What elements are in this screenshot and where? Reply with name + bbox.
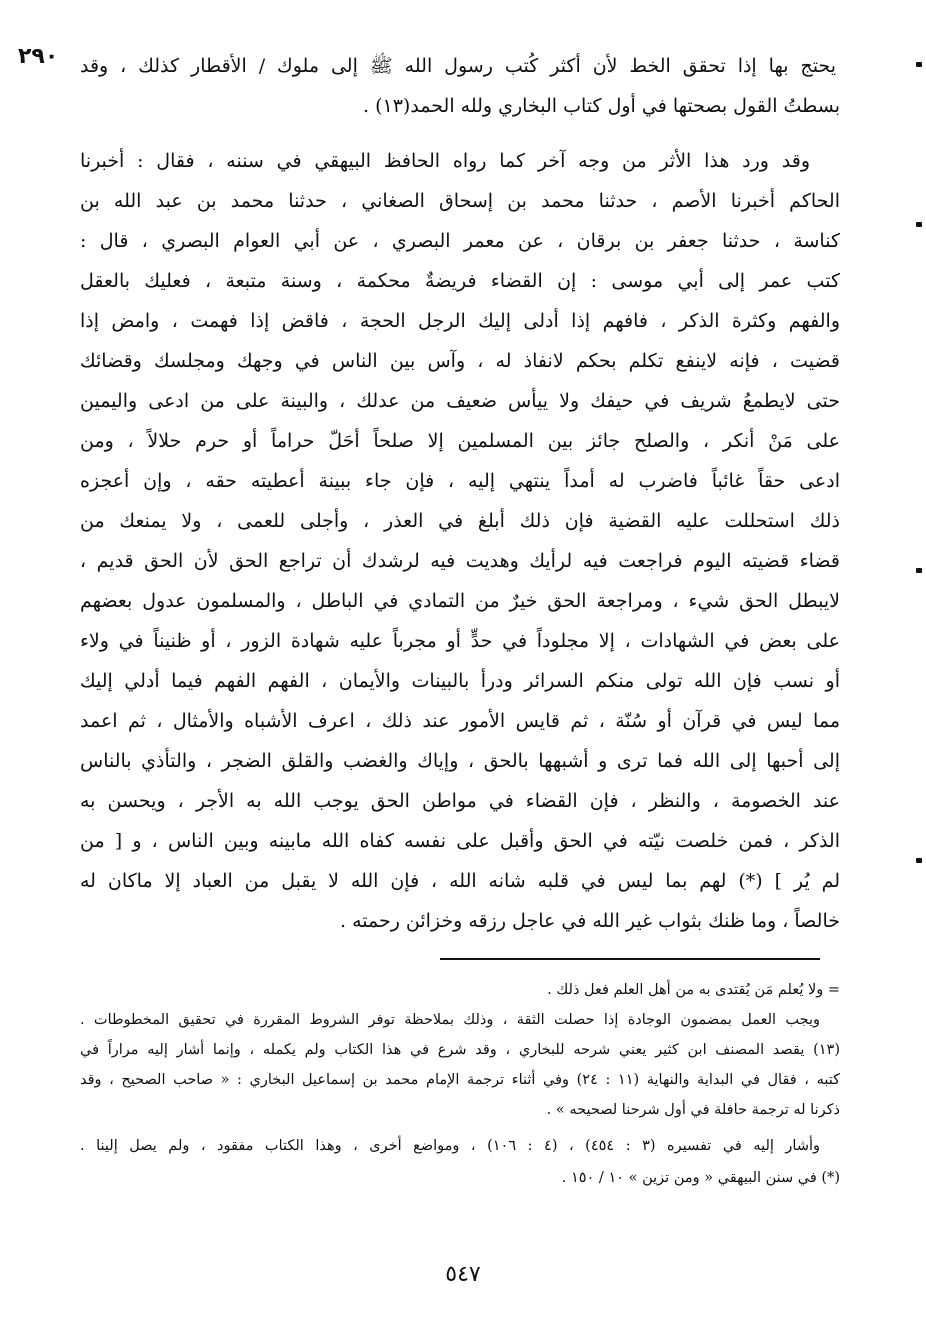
edge-mark — [916, 62, 922, 67]
margin-number: ٢٩٠ — [18, 44, 59, 69]
text-line: إلى أحبها إلى الله فما ترى و أشبهها بالحق ، وإياك والغضب والقلق الضجر ، والتأذي بالناس — [80, 750, 840, 772]
text-line: بسطتُ القول بصحتها في أول كتاب البخاري ولله الحمد(١٣) . — [362, 95, 840, 117]
text-line: والفهم وكثرة الذكر ، فافهم إذا أدلى إليك الرجل الحجة ، فاقض إذا فهمت ، وامض إذا — [80, 310, 840, 332]
footnote-line: كتبه ، فقال في البداية والنهاية (١١ : ٢٤) وفي أثناء ترجمة الإمام محمد بن إسماعيل البخاري : « صاحب الصحيح ، وقد — [80, 1072, 840, 1088]
text-line: ادعى حقاً غائباً فاضرب له أمداً ينتهي إليه ، فإن جاء ببينة أعطيته حقه ، وإن أعجزه — [80, 470, 840, 492]
text-line: الحاكم أخبرنا الأصم ، حدثنا محمد بن إسحاق الصغاني ، حدثنا محمد بن عبد الله بن — [80, 190, 840, 212]
text-line: لم يُر ] (*) لهم بما ليس في قلبه شانه الله ، فإن الله لا يقبل من العباد إلا ماكان له — [80, 870, 840, 892]
footnote-line: ويجب العمل بمضمون الوجادة إذا حصلت الثقة ، وذلك بملاحظة توفر الشروط المقررة في تحقيق المخطوطات . — [80, 1012, 820, 1028]
text-line: لايبطل الحق شيء ، ومراجعة الحق خيرٌ من التمادي في الباطل ، والمسلمون عدول بعضهم — [80, 590, 840, 612]
text-line: مما ليس في قرآن أو سُنّة ، ثم قايس الأمور عند ذلك ، اعرف الأشباه والأمثال ، ثم اعمد — [80, 710, 840, 732]
text-line: ذلك استحللت عليه القضية فإن ذلك أبلغ في العذر ، وأجلى للعمى ، ولا يمنعك من — [80, 510, 840, 532]
text-line: على بعض في الشهادات ، إلا مجلوداً في حدٍّ أو مجرباً عليه شهادة الزور ، أو ظنيناً في ولاء — [80, 630, 840, 652]
text-line: يحتج بها إذا تحقق الخط لأن أكثر كُتب رسول الله ﷺ إلى ملوك / الأقطار كذلك ، وقد — [80, 55, 836, 77]
text-line: خالصاً ، وما ظنك بثواب غير الله في عاجل رزقه وخزائن رحمته . — [339, 910, 840, 932]
footnote-line: (١٣) يقصد المصنف ابن كثير يعني شرحه للبخاري ، وقد شرع في هذا الكتاب ولم يكمله ، وإنما أشار إليه مراراً في — [80, 1042, 840, 1058]
footnote-line: (*) في سنن البيهقي « ومن تزين » ١٠ / ١٥٠ . — [561, 1170, 840, 1186]
text-line: حتى لايطمعُ شريف في حيفك ولا ييأس ضعيف من عدلك ، والبينة على من ادعى واليمين — [80, 390, 840, 412]
edge-mark — [916, 222, 922, 227]
footnote-separator — [440, 958, 820, 960]
paragraph-intro: وقد ورد هذا الأثر من وجه آخر كما رواه الحافظ البيهقي في سننه ، فقال : أخبرنا — [80, 150, 810, 172]
text-line: على مَنْ أنكر ، والصلح جائز بين المسلمين إلا صلحاً أحَلّ حراماً أو حرم حلالاً ، ومن — [80, 430, 840, 452]
footnote-line: = ولا يُعلم مَن يُقتدى به من أهل العلم فعل ذلك . — [547, 982, 840, 998]
edge-mark — [916, 858, 922, 863]
text-line: كناسة ، حدثنا جعفر بن برقان ، عن معمر البصري ، عن أبي العوام البصري ، قال : — [80, 230, 840, 252]
text-line: قضيت ، فإنه لاينفع تكلم بحكم لانفاذ له ، وآس بين الناس في وجهك ومجلسك وقضائك — [80, 350, 840, 372]
text-line: عند الخصومة ، والنظر ، فإن القضاء في مواطن الحق يوجب الله به الأجر ، ويحسن به — [80, 790, 840, 812]
footnote-line: وأشار إليه في تفسيره (٣ : ٤٥٤) ، (٤ : ١٠٦) ، ومواضع أخرى ، وهذا الكتاب مفقود ، ولم يصل إلينا . — [80, 1138, 820, 1154]
edge-mark — [916, 568, 922, 573]
text-line: قضاء قضيته اليوم فراجعت فيه لرأيك وهديت فيه لرشدك أن تراجع الحق لأن الحق قديم ، — [80, 550, 840, 572]
text-line: أو نسب فإن الله تولى منكم السرائر ودرأ بالبينات والأيمان ، الفهم الفهم فيما أدلي إليك — [80, 670, 840, 692]
text-line: كتب عمر إلى أبي موسى : ﺇن القضاء فريضةٌ محكمة ، وسنة متبعة ، فعليك بالعقل — [80, 270, 840, 292]
page-number: ٥٤٧ — [445, 1262, 481, 1287]
text-line: الذكر ، فمن خلصت نيّته في الحق وأقبل على نفسه كفاه الله مابينه وبين الناس ، و [ من — [80, 830, 840, 852]
footnote-line: ذكرنا له ترجمة حافلة في أول شرحنا لصحيحه » . — [546, 1102, 840, 1118]
